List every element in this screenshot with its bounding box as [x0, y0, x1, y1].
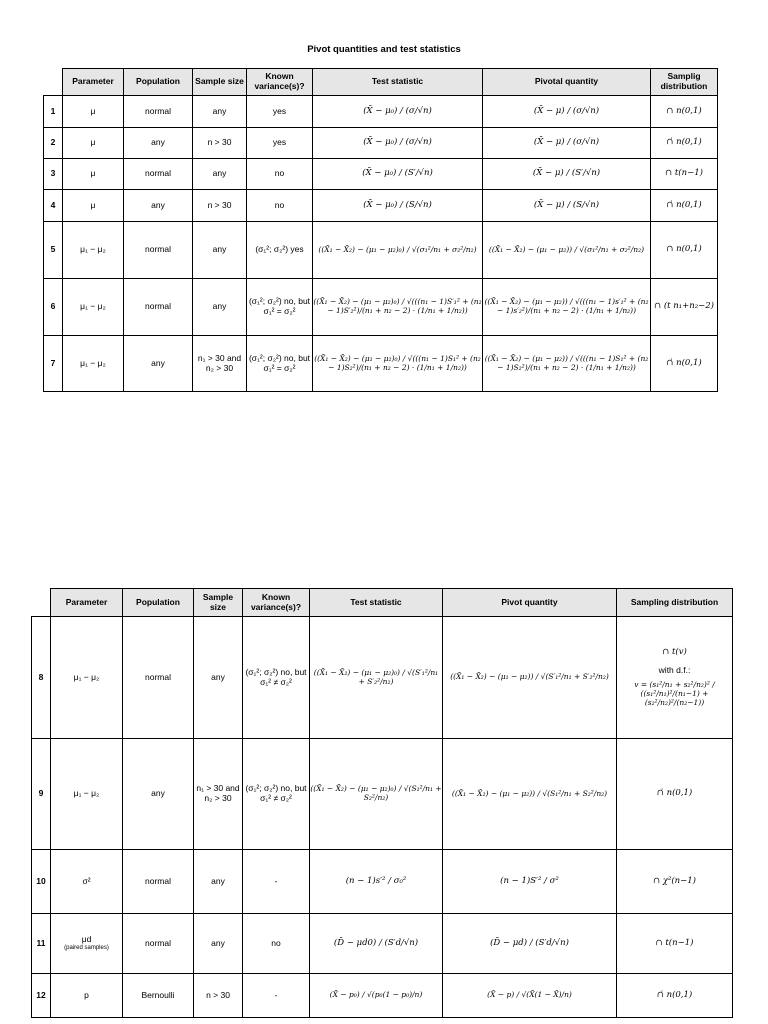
col-sampling-distribution: Samplig distribution [651, 69, 718, 96]
sample-size-cell: any [193, 279, 247, 336]
distribution-label: ∩ t(v) [662, 646, 687, 657]
population-cell: normal [124, 279, 193, 336]
sampling-distribution-cell: ∩̇ n(0,1) [617, 974, 733, 1018]
sample-size-cell: n > 30 [193, 128, 247, 159]
test-statistic-formula: (D̄ − μd0) / (S′d/√n) [310, 914, 443, 974]
population-cell: normal [124, 96, 193, 128]
sample-size-cell: any [193, 96, 247, 128]
row-number: 5 [44, 222, 63, 279]
known-variance-cell: - [243, 974, 310, 1018]
pivot-quantity-formula: ((X̄₁ − X̄₂) − (μ₁ − μ₂)) / √(S₁²/n₁ + S₂²/n₂) [443, 739, 617, 850]
sampling-distribution-cell: ∩ χ²(n−1) [617, 850, 733, 914]
sample-size-cell: any [193, 222, 247, 279]
table-row [44, 190, 718, 222]
sampling-distribution-cell: ∩ n(0,1) [651, 222, 718, 279]
sample-size-cell: any [194, 914, 243, 974]
col-population: Population [123, 589, 194, 617]
col-known-variance: Known variance(s)? [243, 589, 310, 617]
col-parameter: Parameter [63, 69, 124, 96]
population-cell: normal [123, 617, 194, 739]
pivot-table-1 [43, 68, 718, 392]
parameter-cell: μ₁ − μ₂ [51, 617, 123, 739]
sample-size-cell: n₁ > 30 and n₂ > 30 [193, 336, 247, 392]
pivot-quantity-formula: (D̄ − μd) / (S′d/√n) [443, 914, 617, 974]
pivotal-quantity-formula: ((X̄₁ − X̄₂) − (μ₁ − μ₂)) / √(((n₁ − 1)s′₁² + (n₂ − 1)s′₂²)/(n₁ + n₂ − 2) · (1/n₁ + 1/n₂)) [483, 279, 651, 336]
table-row [44, 128, 718, 159]
sample-size-cell: n > 30 [194, 974, 243, 1018]
test-statistic-formula: ((X̄₁ − X̄₂) − (μ₁ − μ₂)₀) / √(((n₁ − 1)S′₁² + (n₂ − 1)S′₂²)/(n₁ + n₂ − 2) · (1/n₁ + 1/n₂)) [313, 279, 483, 336]
col-pivotal-quantity: Pivotal quantity [483, 69, 651, 96]
pivot-quantity-formula: ((X̄₁ − X̄₂) − (μ₁ − μ₂)) / √(S′₁²/n₁ + S′₂²/n₂) [443, 617, 617, 739]
test-statistic-formula: (n − 1)s′² / σ₀² [310, 850, 443, 914]
population-cell: normal [123, 850, 194, 914]
sample-size-cell: n > 30 [193, 190, 247, 222]
col-sample-size: Sample size [194, 589, 243, 617]
df-formula: v = (s₁²/n₁ + s₂²/n₂)² / ((s₁²/n₁)²/(n₁−1) + (s₂²/n₂)²/(n₂−1)) [634, 680, 715, 707]
row-number: 2 [44, 128, 63, 159]
pivotal-quantity-formula: ((X̄₁ − X̄₂) − (μ₁ − μ₂)) / √(((n₁ − 1)S₁² + (n₂ − 1)S₂²)/(n₁ + n₂ − 2) · (1/n₁ + 1/n₂)) [483, 336, 651, 392]
sampling-distribution-cell: ∩ t(n−1) [617, 914, 733, 974]
sampling-distribution-cell: ∩ t(n−1) [651, 159, 718, 190]
known-variance-cell: (σ₁²; σ₂²) no, but σ₁² ≠ σ₂² [243, 739, 310, 850]
col-parameter: Parameter [51, 589, 123, 617]
pivotal-quantity-formula: (X̄ − μ) / (S′/√n) [483, 159, 651, 190]
sampling-distribution-cell: ∩̇ n(0,1) [651, 128, 718, 159]
known-variance-cell: yes [247, 128, 313, 159]
col-sampling-distribution: Sampling distribution [617, 589, 733, 617]
table-row [32, 974, 733, 1018]
parameter-cell: μ₁ − μ₂ [63, 279, 124, 336]
test-statistic-formula: (X̄ − μ₀) / (S′/√n) [313, 159, 483, 190]
sampling-distribution-cell: ∩ n(0,1) [651, 96, 718, 128]
table-row [44, 336, 718, 392]
page-title: Pivot quantities and test statistics [307, 44, 461, 55]
table-row [32, 617, 733, 739]
pivot-quantity-formula: (X̄ − p) / √(X̄(1 − X̄)/n) [443, 974, 617, 1018]
row-number: 6 [44, 279, 63, 336]
parameter-cell [51, 914, 123, 974]
sample-size-cell: any [193, 159, 247, 190]
known-variance-cell: no [247, 190, 313, 222]
parameter-cell: μ [63, 159, 124, 190]
parameter-cell: μ₁ − μ₂ [51, 739, 123, 850]
table-row [32, 914, 733, 974]
sampling-distribution-cell: ∩ (t n₁+n₂−2) [651, 279, 718, 336]
known-variance-cell: (σ₁²; σ₂²) no, but σ₁² ≠ σ₂² [243, 617, 310, 739]
row-number: 10 [32, 850, 51, 914]
corner-cell [32, 589, 51, 617]
population-cell: any [124, 190, 193, 222]
row-number: 12 [32, 974, 51, 1018]
col-sample-size: Sample size [193, 69, 247, 96]
corner-cell [44, 69, 63, 96]
sampling-distribution-cell [617, 617, 733, 739]
row-number: 4 [44, 190, 63, 222]
test-statistic-formula: ((X̄₁ − X̄₂) − (μ₁ − μ₂)₀) / √(S₁²/n₁ + S₂²/n₂) [310, 739, 443, 850]
test-statistic-formula: ((X̄₁ − X̄₂) − (μ₁ − μ₂)₀) / √(S′₁²/n₁ + S′₂²/n₂) [310, 617, 443, 739]
population-cell: any [123, 739, 194, 850]
pivotal-quantity-formula: ((X̄₁ − X̄₂) − (μ₁ − μ₂)) / √(σ₁²/n₁ + σ₂²/n₂) [483, 222, 651, 279]
known-variance-cell: no [247, 159, 313, 190]
pivot-quantity-formula: (n − 1)S′² / σ² [443, 850, 617, 914]
parameter-cell: μ₁ − μ₂ [63, 222, 124, 279]
table-row [32, 739, 733, 850]
parameter-cell: μ [63, 128, 124, 159]
col-test-statistic: Test statistic [313, 69, 483, 96]
table-row [44, 279, 718, 336]
population-cell: any [124, 336, 193, 392]
population-cell: any [124, 128, 193, 159]
header-row [32, 589, 733, 617]
sampling-distribution-cell: ∩̇ n(0,1) [651, 336, 718, 392]
row-number: 11 [32, 914, 51, 974]
known-variance-cell: (σ₁²; σ₂²) no, but σ₁² = σ₂² [247, 336, 313, 392]
pivotal-quantity-formula: (X̄ − μ) / (σ/√n) [483, 128, 651, 159]
df-note: with d.f.: [658, 664, 691, 675]
known-variance-cell: yes [247, 96, 313, 128]
test-statistic-formula: ((X̄₁ − X̄₂) − (μ₁ − μ₂)₀) / √(((n₁ − 1)S₁² + (n₂ − 1)S₂²)/(n₁ + n₂ − 2) · (1/n₁ + 1/n₂)) [313, 336, 483, 392]
table-row [44, 159, 718, 190]
population-cell: normal [124, 222, 193, 279]
parameter-note: (paired samples) [64, 944, 109, 951]
parameter-cell: μ [63, 190, 124, 222]
table-row [44, 222, 718, 279]
parameter-symbol: μd [81, 934, 92, 945]
row-number: 3 [44, 159, 63, 190]
known-variance-cell: - [243, 850, 310, 914]
test-statistic-formula: (X̄ − p₀) / √(p₀(1 − p₀)/n) [310, 974, 443, 1018]
row-number: 7 [44, 336, 63, 392]
table-row [32, 850, 733, 914]
sample-size-cell: any [194, 850, 243, 914]
sample-size-cell: n₁ > 30 and n₂ > 30 [194, 739, 243, 850]
population-cell: normal [123, 914, 194, 974]
test-statistic-formula: (X̄ − μ₀) / (σ/√n) [313, 96, 483, 128]
col-population: Population [124, 69, 193, 96]
parameter-cell: μ₁ − μ₂ [63, 336, 124, 392]
population-cell: normal [124, 159, 193, 190]
pivotal-quantity-formula: (X̄ − μ) / (S/√n) [483, 190, 651, 222]
sampling-distribution-cell: ∩̇ n(0,1) [617, 739, 733, 850]
pivotal-quantity-formula: (X̄ − μ) / (σ/√n) [483, 96, 651, 128]
known-variance-cell: (σ₁²; σ₂²) no, but σ₁² = σ₂² [247, 279, 313, 336]
parameter-cell: σ² [51, 850, 123, 914]
test-statistic-formula: (X̄ − μ₀) / (σ/√n) [313, 128, 483, 159]
known-variance-cell: (σ₁²; σ₂²) yes [247, 222, 313, 279]
sample-size-cell: any [194, 617, 243, 739]
header-row [44, 69, 718, 96]
row-number: 8 [32, 617, 51, 739]
known-variance-cell: no [243, 914, 310, 974]
col-pivot-quantity: Pivot quantity [443, 589, 617, 617]
population-cell: Bernoulli [123, 974, 194, 1018]
pivot-table-2 [31, 588, 733, 1018]
parameter-cell: μ [63, 96, 124, 128]
row-number: 9 [32, 739, 51, 850]
test-statistic-formula: (X̄ − μ₀) / (S/√n) [313, 190, 483, 222]
test-statistic-formula: ((X̄₁ − X̄₂) − (μ₁ − μ₂)₀) / √(σ₁²/n₁ + σ₂²/n₂) [313, 222, 483, 279]
table-row [44, 96, 718, 128]
col-test-statistic: Test statistic [310, 589, 443, 617]
row-number: 1 [44, 96, 63, 128]
sampling-distribution-cell: ∩̇ n(0,1) [651, 190, 718, 222]
parameter-cell: p [51, 974, 123, 1018]
col-known-variance: Known variance(s)? [247, 69, 313, 96]
